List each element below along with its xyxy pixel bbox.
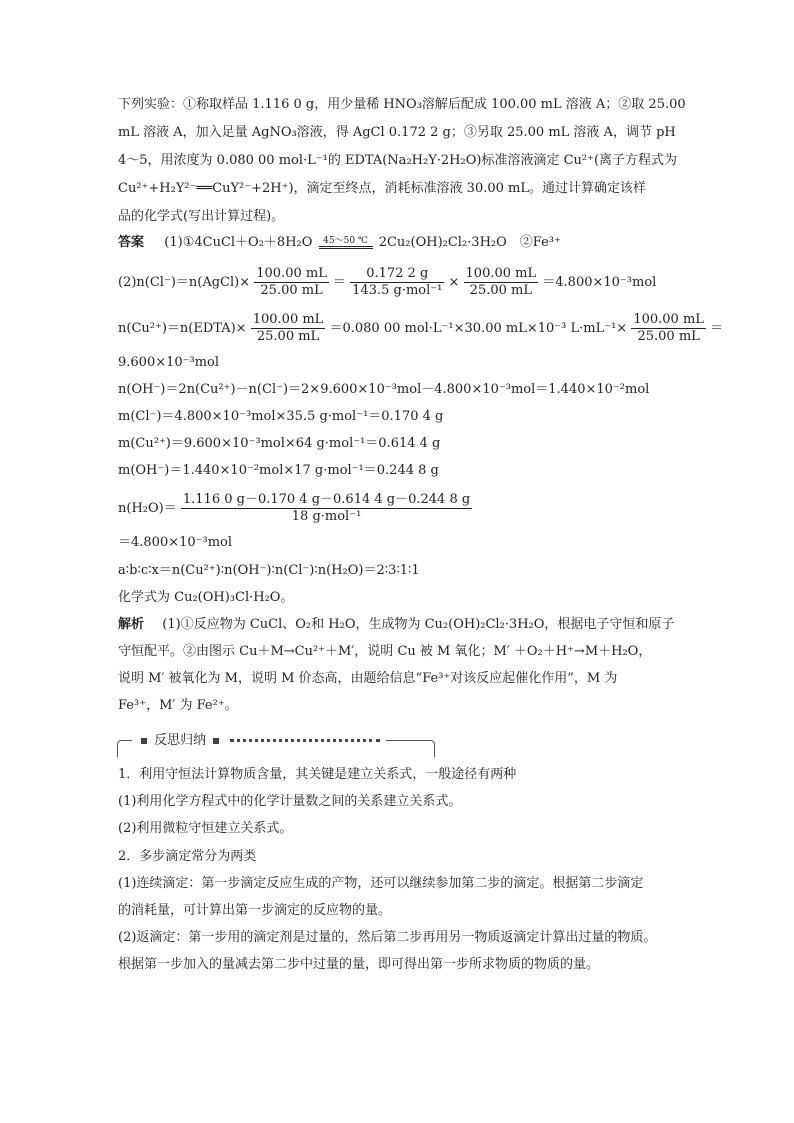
fraction-numerator: 1.116 0 g－0.170 4 g－0.614 4 g－0.244 8 g xyxy=(182,492,471,507)
fraction-water xyxy=(181,492,472,525)
fraction-denominator: 25.00 mL xyxy=(637,329,700,344)
equation-right: 2Cu₂(OH)₂Cl₂·3H₂O ②Fe³⁺ xyxy=(378,235,561,250)
fraction-denominator: 25.00 mL xyxy=(469,283,532,298)
reflection-p6a: (2)返滴定：第一步用的滴定剂是过量的，然后第二步再用另一物质返滴定计算出过量的物质。 xyxy=(118,930,657,945)
answer-row-12: 化学式为 Cu₂(OH)₃Cl·H₂O。 xyxy=(118,590,294,605)
answer-row-6: m(Cl⁻)＝4.800×10⁻³mol×35.5 g·mol⁻¹＝0.170 4 g xyxy=(118,409,444,424)
reflection-p2: (1)利用化学方程式中的化学计量数之间的关系建立关系式。 xyxy=(118,794,462,809)
answer-row-n-cu xyxy=(118,312,723,345)
reflection-p5a: (1)连续滴定：第一步滴定反应生成的产物，还可以继续参加第二步的滴定。根据第二步滴定 xyxy=(118,876,644,891)
reflection-title: 反思归纳 xyxy=(154,733,207,748)
analysis-line-1 xyxy=(118,616,674,634)
answer-row-5: n(OH⁻)＝2n(Cu²⁺)－n(Cl⁻)＝2×9.600×10⁻³mol－4.800×10⁻³mol＝1.440×10⁻²mol xyxy=(118,382,650,397)
reflection-p3: (2)利用微粒守恒建立关系式。 xyxy=(118,821,293,836)
dotted-rule xyxy=(230,739,380,742)
n-cl-result: ＝4.800×10⁻³mol xyxy=(542,275,657,290)
answer-row-4: 9.600×10⁻³mol xyxy=(118,355,220,370)
bullet-square-icon xyxy=(213,738,219,744)
bullet-square-icon xyxy=(141,738,147,744)
n-cu-equals: ＝ xyxy=(710,321,724,336)
analysis-label: 解析 xyxy=(118,617,145,632)
n-cl-expression: (2)n(Cl⁻)＝n(AgCl)× xyxy=(118,275,251,290)
reaction-arrow xyxy=(319,236,373,249)
answer-row-7: m(Cu²⁺)＝9.600×10⁻³mol×64 g·mol⁻¹＝0.614 4 g xyxy=(118,436,441,451)
fraction-denominator: 18 g·mol⁻¹ xyxy=(291,509,362,524)
answer-row-8: m(OH⁻)＝1.440×10⁻²mol×17 g·mol⁻¹＝0.244 8 g xyxy=(118,463,439,478)
equation-left: (1)①4CuCl＋O₂＋8H₂O xyxy=(164,235,313,250)
answer-part1 xyxy=(118,234,561,252)
answer-label: 答案 xyxy=(118,235,145,250)
fraction-denominator: 25.00 mL xyxy=(256,329,320,344)
analysis-text-1: (1)①反应物为 CuCl、O₂和 H₂O，生成物为 Cu₂(OH)₂Cl₂·3H₂O，根据电子守恒和原子 xyxy=(162,617,675,632)
question-line-4: Cu²⁺+H₂Y²⁻══CuY²⁻+2H⁺)，滴定至终点，消耗标准溶液 30.00 mL。通过计算确定该样 xyxy=(118,181,646,196)
answer-row-n-h2o xyxy=(118,492,472,525)
n-cu-middle: ＝0.080 00 mol·L⁻¹×30.00 mL×10⁻³ L·mL⁻¹× xyxy=(329,321,628,336)
question-line-2: mL 溶液 A，加入足量 AgNO₃溶液，得 AgCl 0.172 2 g；③另取 25.00 mL 溶液 A，调节 pH xyxy=(118,125,676,140)
analysis-line-2: 守恒配平。②由图示 Cu＋M→Cu²⁺＋M′，说明 Cu 被 M 氧化；M′ ＋O₂＋H⁺→M＋H₂O， xyxy=(118,644,652,659)
fraction-numerator: 0.172 2 g xyxy=(350,266,444,283)
fraction-numerator: 100.00 mL xyxy=(256,266,327,281)
question-line-3: 4～5，用浓度为 0.080 00 mol·L⁻¹的 EDTA(Na₂H₂Y·2H₂O)标准溶液滴定 Cu²⁺(离子方程式为 xyxy=(118,153,678,168)
fraction-volume-3 xyxy=(251,312,326,345)
reflection-p4: 2．多步滴定常分为两类 xyxy=(118,849,257,864)
reflection-p1: 1．利用守恒法计算物质含量，其关键是建立关系式，一般途径有两种 xyxy=(118,767,517,782)
reflection-p5b: 的消耗量，可计算出第一步滴定的反应物的量。 xyxy=(118,903,392,918)
reflection-p6b: 根据第一步加入的量减去第二步中过量的量，即可得出第一步所求物质的物质的量。 xyxy=(118,957,600,972)
analysis-line-4: Fe³⁺，M′ 为 Fe²⁺。 xyxy=(118,698,238,713)
answer-row-11: a∶b∶c∶x＝n(Cu²⁺)∶n(OH⁻)∶n(Cl⁻)∶n(H₂O)＝2∶3∶1∶1 xyxy=(118,563,420,578)
fraction-denominator: 25.00 mL xyxy=(260,283,323,298)
fraction-volume-2 xyxy=(464,266,539,299)
fraction-mass-molar xyxy=(350,266,444,299)
n-cu-expression: n(Cu²⁺)＝n(EDTA)× xyxy=(118,321,247,336)
fraction-numerator: 100.00 mL xyxy=(633,312,704,327)
analysis-line-3: 说明 M′ 被氧化为 M，说明 M 价态高，由题给信息“Fe³⁺对该反应起催化作用”，M 为 xyxy=(118,671,618,686)
fraction-volume-1 xyxy=(254,266,329,299)
fraction-numerator: 100.00 mL xyxy=(252,312,324,327)
question-line-5: 品的化学式(写出计算过程)。 xyxy=(118,209,285,224)
equals-bar xyxy=(319,246,373,249)
n-h2o-expression: n(H₂O)＝ xyxy=(118,501,177,516)
fraction-volume-4 xyxy=(631,312,706,345)
question-line-1: 下列实验：①称取样品 1.116 0 g，用少量稀 HNO₃溶解后配成 100.00 mL 溶液 A；②取 25.00 xyxy=(118,97,686,112)
answer-row-n-cl: (2)n(Cl⁻)＝n(AgCl)× $\frac{100.00 mL}{25.00 mL}$ ＝ $\frac{0.172 2 g}{\text{143.5 g·mol⁻¹}}$ × $\frac{100.00 mL}{25.00 mL}$ ＝4.800×10⁻³mol xyxy=(118,266,657,298)
reaction-condition: 45～50 ℃ xyxy=(323,236,368,246)
answer-row-10: ＝4.800×10⁻³mol xyxy=(118,535,233,550)
fraction-numerator: 100.00 mL xyxy=(465,266,537,281)
reflection-heading xyxy=(132,733,386,749)
fraction-denominator: 143.5 g·mol⁻¹ xyxy=(352,283,443,298)
